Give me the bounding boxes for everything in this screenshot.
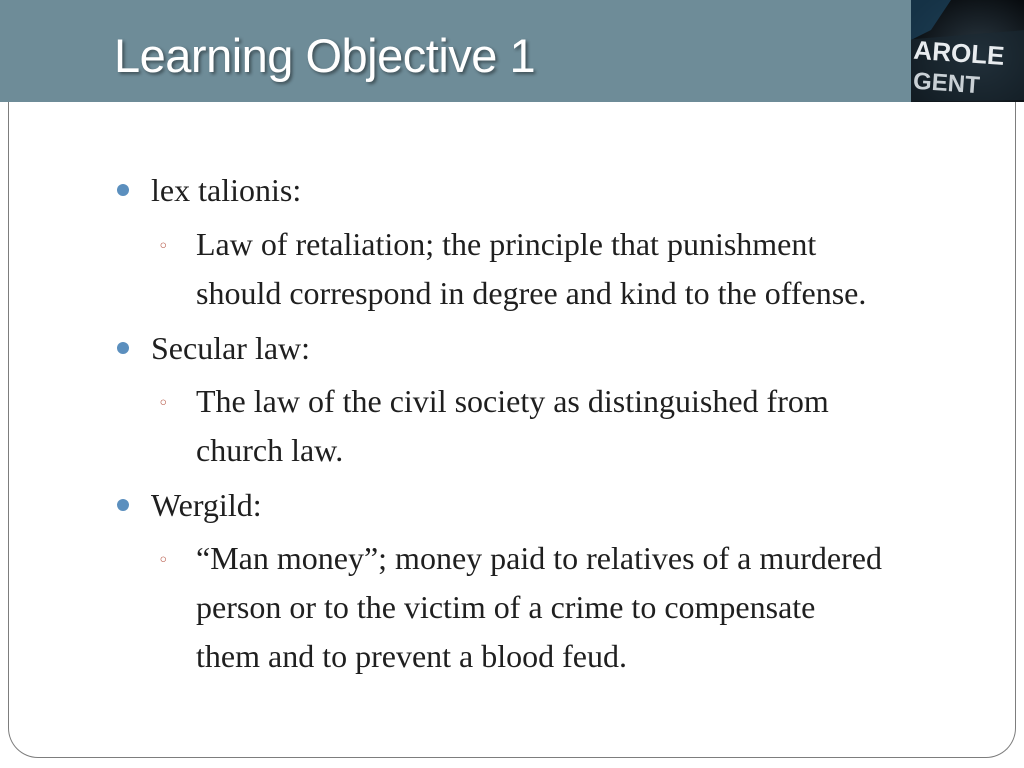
- bullet-icon: [117, 342, 129, 354]
- bullet-icon: [117, 184, 129, 196]
- definition-line: person or to the victim of a crime to compensate: [196, 589, 816, 625]
- parole-agent-badge-photo: [911, 0, 1024, 102]
- definition-line: Law of retaliation; the principle that punishment: [196, 226, 817, 262]
- definition-line: them and to prevent a blood feud.: [196, 638, 627, 674]
- title-bar: [0, 0, 1024, 102]
- badge-text-line1: AROLE: [912, 34, 1006, 71]
- sub-bullet-icon: ◦: [158, 550, 169, 571]
- term-lex-talionis: lex talionis:: [151, 172, 302, 208]
- sub-bullet-icon: ◦: [158, 393, 169, 414]
- bullet-icon: [117, 499, 129, 511]
- definition-line: should correspond in degree and kind to the offense.: [196, 275, 867, 311]
- definition-line: The law of the civil society as distinguished from: [196, 383, 829, 419]
- term-secular-law: Secular law:: [151, 330, 311, 366]
- slide-title: Learning Objective 1: [114, 29, 536, 82]
- definition-line: “Man money”; money paid to relatives of a murdered: [196, 540, 882, 576]
- definition-line: church law.: [196, 432, 344, 468]
- badge-text-line2: GENT: [912, 67, 981, 100]
- term-wergild: Wergild:: [151, 487, 262, 523]
- sub-bullet-icon: ◦: [158, 236, 169, 257]
